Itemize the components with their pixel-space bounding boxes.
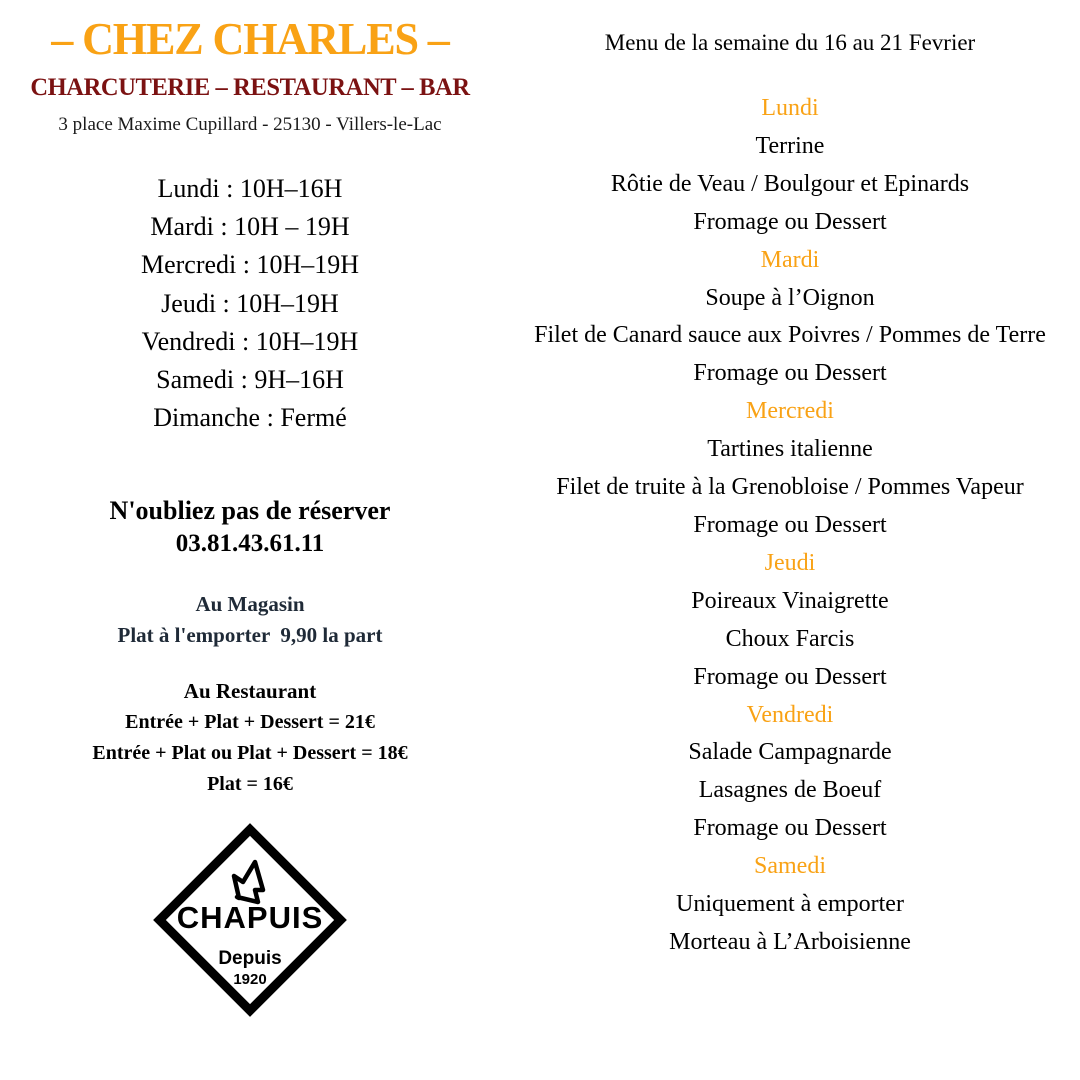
logo-since-year: 1920 xyxy=(233,971,267,989)
menu-dish: Salade Campagnarde xyxy=(688,739,892,766)
menu-dish: Soupe à l’Oignon xyxy=(705,284,875,311)
hours-line-wednesday: Mercredi : 10H–19H xyxy=(140,250,360,280)
reservation-block xyxy=(0,494,500,562)
menu-day-heading-vendredi: Vendredi xyxy=(746,701,834,728)
restaurant-pricing-block xyxy=(0,676,500,801)
hours-line-monday: Lundi : 10H–16H xyxy=(157,174,343,203)
menu-dish: Fromage ou Dessert xyxy=(693,511,887,538)
hours-line-tuesday: Mardi : 10H – 19H xyxy=(150,212,350,242)
info-column xyxy=(0,0,500,1028)
menu-dish: Fromage ou Dessert xyxy=(693,360,887,387)
reservation-phone[interactable]: 03.81.43.61.11 xyxy=(175,530,325,558)
hours-line-thursday: Jeudi : 10H–19H xyxy=(161,288,339,318)
logo-name: CHAPUIS xyxy=(176,900,324,936)
menu-dish: Fromage ou Dessert xyxy=(693,663,887,690)
logo-since-label: Depuis xyxy=(218,948,282,970)
menu-day-heading-jeudi: Jeudi xyxy=(764,549,816,576)
price-full-menu: Entrée + Plat + Dessert = 21€ xyxy=(125,711,375,734)
hours-line-sunday: Dimanche : Fermé xyxy=(153,403,347,433)
menu-days-list xyxy=(500,90,1080,962)
menu-dish: Filet de truite à la Grenobloise / Pommes Vapeur xyxy=(556,474,1024,501)
brand-address: 3 place Maxime Cupillard - 25130 - Villers-le-Lac xyxy=(58,114,442,135)
menu-dish: Tartines italienne xyxy=(707,436,873,463)
reservation-title: N'oubliez pas de réserver xyxy=(109,495,391,525)
brand-subtitle: CHARCUTERIE – RESTAURANT – BAR xyxy=(30,74,470,101)
menu-dish: Morteau à L’Arboisienne xyxy=(669,928,911,955)
menu-day-heading-samedi: Samedi xyxy=(754,853,826,880)
menu-day-heading-mercredi: Mercredi xyxy=(746,398,834,425)
brand-title: – CHEZ CHARLES – xyxy=(51,13,449,64)
shop-title: Au Magasin xyxy=(195,592,305,617)
hours-line-friday: Vendredi : 10H–19H xyxy=(141,326,359,356)
restaurant-title: Au Restaurant xyxy=(183,678,317,703)
shop-takeaway-price: Plat à l'emporter 9,90 la part xyxy=(117,622,383,647)
menu-week-title: Menu de la semaine du 16 au 21 Fevrier xyxy=(604,30,976,55)
menu-dish: Uniquement à emporter xyxy=(676,891,904,918)
menu-dish: Lasagnes de Boeuf xyxy=(698,777,882,804)
menu-dish: Fromage ou Dessert xyxy=(693,208,887,235)
menu-dish: Rôtie de Veau / Boulgour et Epinards xyxy=(610,170,970,197)
price-main-only: Plat = 16€ xyxy=(207,773,293,796)
price-two-course: Entrée + Plat ou Plat + Dessert = 18€ xyxy=(92,742,408,765)
menu-dish: Terrine xyxy=(755,132,825,159)
opening-hours-list xyxy=(0,170,500,438)
menu-dish: Fromage ou Dessert xyxy=(693,815,887,842)
chapuis-logo-svg xyxy=(142,812,358,1028)
menu-day-heading-lundi: Lundi xyxy=(761,95,819,121)
menu-dish: Choux Farcis xyxy=(725,625,855,652)
chapuis-logo xyxy=(0,812,500,1028)
arrowhead-icon xyxy=(234,862,263,902)
menu-dish: Filet de Canard sauce aux Poivres / Pommes de Terre xyxy=(534,322,1046,349)
menu-dish: Poireaux Vinaigrette xyxy=(691,587,889,614)
weekly-menu-column xyxy=(500,0,1080,962)
menu-day-heading-mardi: Mardi xyxy=(760,246,820,273)
hours-line-saturday: Samedi : 9H–16H xyxy=(156,365,344,395)
shop-pricing-block xyxy=(0,589,500,650)
